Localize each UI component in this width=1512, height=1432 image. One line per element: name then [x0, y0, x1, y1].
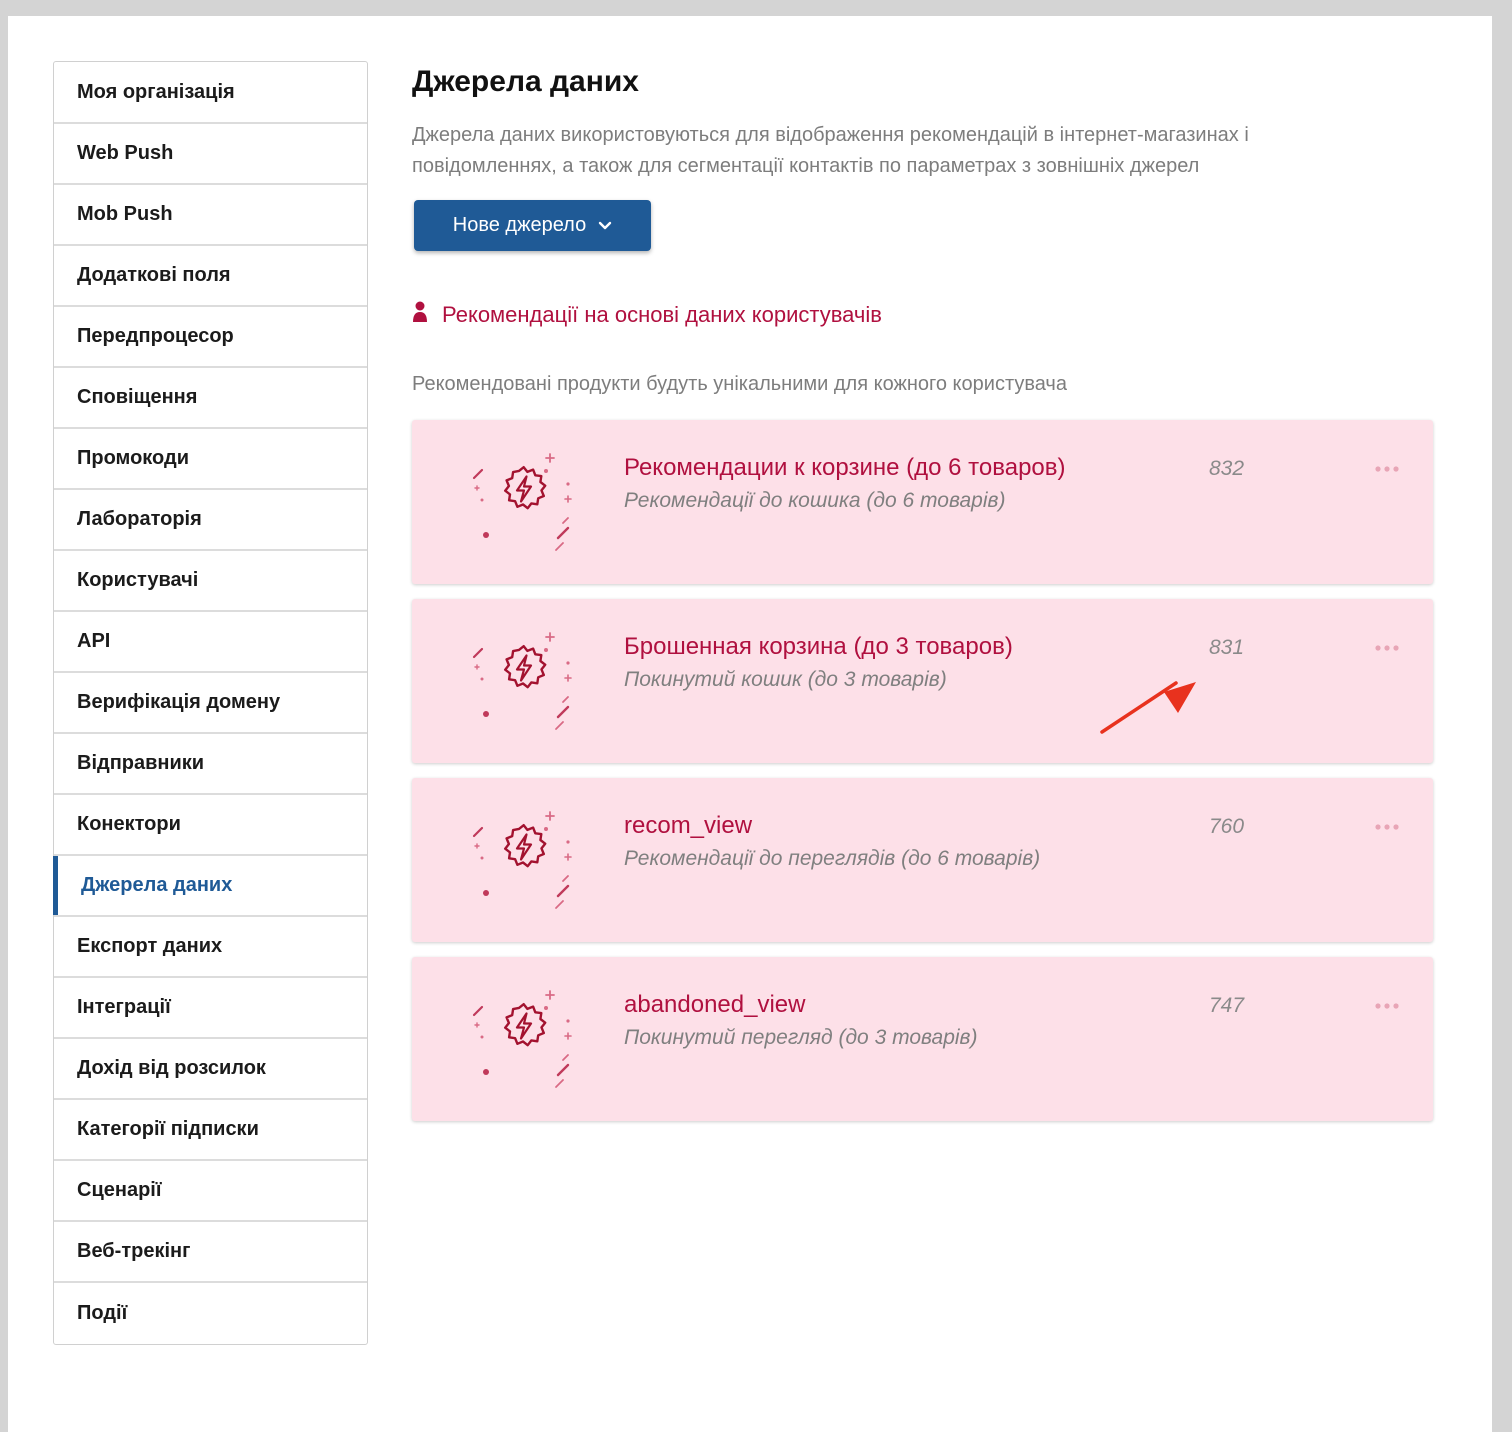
sidebar-item-integrations[interactable] [54, 978, 367, 1039]
section-subtitle: Рекомендовані продукти будуть унікальними для кожного користувача [412, 373, 1067, 395]
card-title: abandoned_view [624, 991, 806, 1018]
data-source-list [412, 420, 1442, 1121]
new-source-button[interactable] [414, 200, 651, 251]
sidebar-item-label: Події [77, 1302, 128, 1324]
sidebar-item-label: Дохід від розсилок [77, 1057, 266, 1079]
card-subtitle: Покинутий кошик (до 3 товарів) [624, 668, 947, 691]
chevron-down-icon [598, 221, 612, 231]
sidebar-item-web-push[interactable] [54, 124, 367, 185]
sidebar-item-preprocessor[interactable] [54, 307, 367, 368]
card-subtitle: Покинутий перегляд (до 3 товарів) [624, 1026, 978, 1049]
sidebar-item-subscription-categories[interactable] [54, 1100, 367, 1161]
red-arrow-annotation [1098, 676, 1208, 761]
sidebar-item-data-export[interactable] [54, 917, 367, 978]
page-title: Джерела даних [412, 65, 639, 98]
sidebar-item-events[interactable] [54, 1283, 367, 1344]
data-source-card[interactable] [412, 420, 1433, 584]
page-description [412, 120, 1442, 182]
more-dots-icon[interactable] [1374, 639, 1400, 657]
settings-sidebar [53, 61, 368, 1345]
sidebar-item-label: Джерела даних [81, 874, 233, 896]
data-source-card[interactable] [412, 599, 1433, 763]
sidebar-item-label: Користувачі [77, 569, 199, 591]
card-title: Брошенная корзина (до 3 товаров) [624, 633, 1013, 660]
sidebar-item-label: Веб-трекінг [77, 1240, 191, 1262]
card-title: recom_view [624, 812, 753, 839]
sidebar-item-label: Сповіщення [77, 386, 198, 408]
card-count: 831 [1209, 636, 1245, 659]
sidebar-item-additional-fields[interactable] [54, 246, 367, 307]
sidebar-item-label: Експорт даних [77, 935, 223, 957]
sidebar-item-web-tracking[interactable] [54, 1222, 367, 1283]
sidebar-item-mailing-revenue[interactable] [54, 1039, 367, 1100]
card-subtitle: Рекомендації до кошика (до 6 товарів) [624, 489, 1006, 512]
user-icon [412, 301, 428, 329]
sidebar-item-data-sources[interactable] [54, 856, 367, 917]
card-count: 747 [1209, 994, 1245, 1017]
sidebar-item-connectors[interactable] [54, 795, 367, 856]
sidebar-item-api[interactable] [54, 612, 367, 673]
sidebar-item-laboratory[interactable] [54, 490, 367, 551]
sidebar-item-label: Додаткові поля [77, 264, 231, 286]
sidebar-item-scenarios[interactable] [54, 1161, 367, 1222]
sidebar-item-label: Сценарії [77, 1179, 162, 1201]
lightning-badge-icon [462, 808, 582, 917]
data-source-card[interactable] [412, 957, 1433, 1121]
sidebar-item-senders[interactable] [54, 734, 367, 795]
sidebar-item-label: Промокоди [77, 447, 189, 469]
card-count: 760 [1209, 815, 1245, 838]
main-content [412, 62, 1442, 1136]
sidebar-item-my-organization[interactable] [54, 62, 367, 124]
more-dots-icon[interactable] [1374, 818, 1400, 836]
sidebar-item-label: Конектори [77, 813, 181, 835]
lightning-badge-icon [462, 450, 582, 559]
more-dots-icon[interactable] [1374, 997, 1400, 1015]
sidebar-item-label: Mob Push [77, 203, 173, 225]
more-dots-icon[interactable] [1374, 460, 1400, 478]
section-title: Рекомендації на основі даних користувачів [442, 302, 882, 327]
sidebar-item-label: Відправники [77, 752, 205, 774]
page-description-line: Джерела даних використовуються для відображення рекомендацій в інтернет-магазинах і [412, 124, 1249, 146]
sidebar-item-domain-verification[interactable] [54, 673, 367, 734]
lightning-badge-icon [462, 987, 582, 1096]
page-description-line: повідомленнях, а також для сегментації контактів по параметрах з зовнішніх джерел [412, 155, 1200, 177]
new-source-button-label: Нове джерело [452, 214, 587, 236]
section-header [412, 301, 1442, 329]
sidebar-item-label: Інтеграції [77, 996, 171, 1018]
card-count: 832 [1209, 457, 1245, 480]
sidebar-item-notifications[interactable] [54, 368, 367, 429]
sidebar-item-promocodes[interactable] [54, 429, 367, 490]
sidebar-item-label: Лабораторія [77, 508, 202, 530]
sidebar-item-label: Верифікація домену [77, 691, 281, 713]
card-subtitle: Рекомендації до переглядів (до 6 товарів) [624, 847, 1041, 870]
sidebar-item-label: Web Push [77, 142, 174, 164]
sidebar-item-label: Категорії підписки [77, 1118, 259, 1140]
sidebar-item-mob-push[interactable] [54, 185, 367, 246]
lightning-badge-icon [462, 629, 582, 738]
page [8, 16, 1492, 1432]
card-title: Рекомендации к корзине (до 6 товаров) [624, 454, 1066, 481]
data-source-card[interactable] [412, 778, 1433, 942]
sidebar-item-label: API [77, 630, 111, 652]
sidebar-item-users[interactable] [54, 551, 367, 612]
sidebar-item-label: Передпроцесор [77, 325, 234, 347]
sidebar-item-label: Моя організація [77, 80, 235, 103]
